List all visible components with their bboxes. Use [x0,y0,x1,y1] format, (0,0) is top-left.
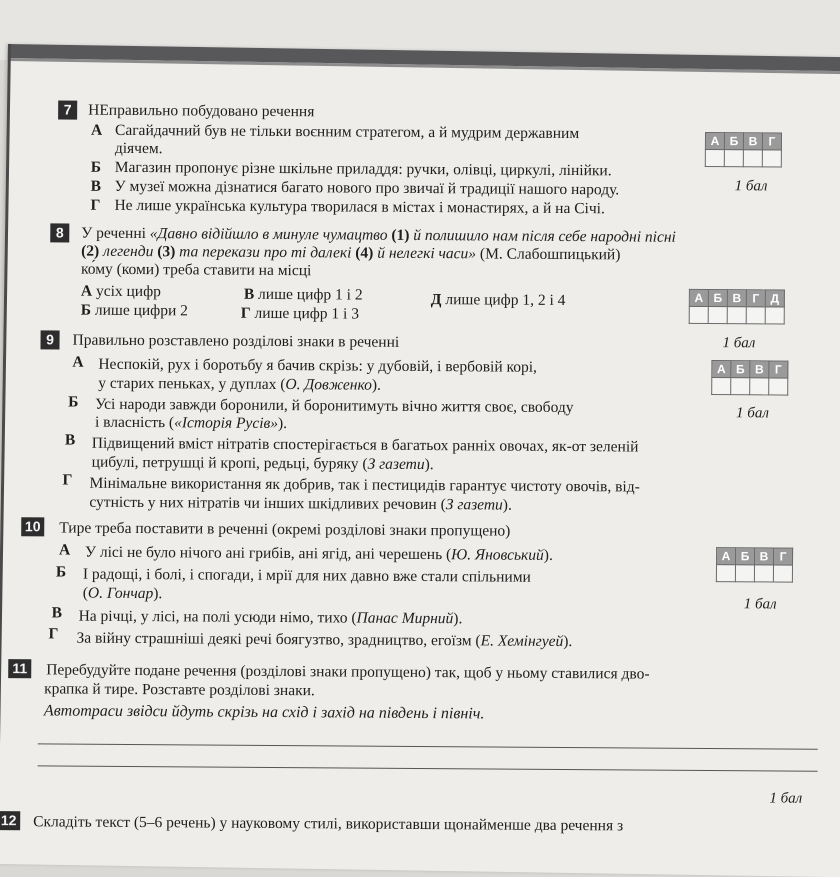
grid-header: В [727,290,746,307]
option-text: лише цифр 1 і 2 [258,285,363,304]
q8-option-d [431,291,566,310]
question-11-sentence: Автотраси звідси йдуть скрізь на схід і захід на південь і північ. [43,702,485,723]
q7-option-v-letter: В [90,177,102,195]
q10-option-v-text [79,608,463,629]
text: ). [502,496,512,514]
text: цибулі, петрушці й кропі, редьці, буряку ( [91,453,368,473]
q8-quote: й полишило нам після себе народні пісні [409,226,676,246]
q10-option-b-letter: Б [55,563,67,581]
answer-box[interactable] [762,150,781,167]
question-7-prompt: НЕправильно побудовано речення [88,101,315,121]
grid-header: В [754,548,773,565]
text: На річці, у лісі, на полі усюди німо, тихо ( [78,607,357,627]
answer-box[interactable] [727,307,746,324]
q9-option-b-text-cont [95,414,287,433]
option-text: лише цифр 1, 2 і 4 [445,291,566,310]
text: ). [453,610,463,628]
q8-score: 1 бал [722,335,756,352]
question-11-line-2: крапка й тире. Розставте розділові знаки. [44,680,315,700]
text: і власність ( [94,413,175,432]
q9-option-g-text-cont [89,494,512,515]
answer-box[interactable] [731,378,750,395]
option-text: лише цифр 1 і 3 [254,304,360,323]
answer-box[interactable] [689,306,708,323]
option-letter: Б [80,301,92,319]
citation: «Історія Русів» [174,414,279,433]
answer-box[interactable] [750,378,769,395]
grid-header: В [750,361,769,378]
q10-option-g-text [76,630,572,651]
option-letter: Д [430,291,442,309]
question-11-line-1: Перебудуйте подане речення (розділові знаки пропущено) так, щоб у ньому ставилися дво- [46,661,650,683]
answer-box[interactable] [754,565,773,582]
question-number-10: 10 [21,517,44,536]
question-10-prompt: Тире треба поставити в реченні (окремі розділові знаки пропущено) [59,519,511,540]
q9-option-a-letter: А [72,353,84,371]
q8-option-b [81,302,188,321]
text: у старих пеньках, у дуплах ( [98,374,286,394]
grid-header: Д [765,290,784,307]
text: ). [424,456,434,474]
q10-answer-grid [716,547,793,583]
q8-quote: легенди [99,242,158,261]
text: ). [543,546,553,564]
question-8-line-3: ко́му (коми) треба ставити на місці [80,260,312,280]
q8-option-v [244,286,363,305]
q10-option-a-letter: А [59,541,71,559]
answer-line[interactable] [38,743,818,749]
q9-option-a-text: Неспокій, рух і боротьбу я бачив скрізь: у дубовій, і вербовій корі, [98,355,538,376]
q9-option-g-letter: Г [62,471,73,489]
q8-answer-grid [689,289,785,325]
option-letter: А [80,282,93,300]
citation: З газети [445,496,503,514]
q7-option-g-letter: Г [90,196,101,214]
q9-score: 1 бал [735,405,769,422]
question-12-line-1: Складіть текст (5–6 речень) у науковому стилі, використавши щонайменше два речення з [33,813,624,835]
question-number-12: 12 [0,811,20,830]
option-text: усіх цифр [95,282,161,301]
grid-header: А [716,548,735,565]
q8-mark-1: (1) [391,226,410,244]
q9-option-v-text: Підвищений вміст нітратів спостерігається в багатьох ранніх овочах, як-от зеленій [91,434,639,456]
answer-box[interactable] [712,378,731,395]
grid-header: Г [762,133,781,150]
text: У лісі не було нічого ані грибів, ані ягід, ані черешень ( [85,543,452,564]
answer-box[interactable] [773,565,792,582]
q8-mark-2: (2) [81,242,100,260]
text: ). [371,376,382,394]
q8-text: У реченні [81,224,150,243]
q9-option-v-letter: В [64,431,76,449]
citation: О. Довженко [285,376,372,394]
q10-option-a-text [85,544,553,565]
q9-option-v-text-cont [92,454,434,474]
answer-box[interactable] [724,150,743,167]
grid-header: Г [773,548,792,565]
grid-header: Б [731,361,750,378]
option-text: лише цифри 2 [94,301,188,320]
answer-box[interactable] [716,565,735,582]
question-number-7: 7 [58,100,77,119]
grid-header: Г [769,361,788,378]
q8-quote: «Давно відійшло в минуле чумацтво [149,225,392,244]
q9-option-b-letter: Б [68,393,79,411]
q8-mark-4: (4) [355,244,374,262]
question-number-11: 11 [8,659,31,678]
q7-option-v-text: У музеї можна дізнатися багато нового про звичаї й традиції нашого народу. [114,177,620,199]
q7-option-g-text: Не лише українська культура творилася в містах і монастирях, а й на Січі. [114,196,605,218]
q8-option-g [241,305,359,324]
q10-option-b-text-cont [83,585,163,604]
q9-option-b-text: Усі народи завжди боронили, й боронитимуть вічно життя своє, свободу [95,395,574,417]
q10-score: 1 бал [743,596,777,613]
q8-author: (М. Слабошпицький) [476,245,621,264]
answer-box[interactable] [746,307,765,324]
citation: Е. Хемінгуей [480,632,564,651]
q7-option-a-text-cont: діячем. [114,139,163,158]
q8-mark-3: (3) [157,243,176,261]
text: ( [82,584,89,602]
grid-header: Б [708,290,727,307]
q9-option-a-text-cont [98,375,381,395]
q7-option-a-letter: А [90,121,103,139]
answer-box[interactable] [735,565,754,582]
q11-score: 1 бал [769,790,803,807]
question-9-prompt: Правильно розставлено розділові знаки в реченні [72,331,400,351]
answer-line[interactable] [38,765,818,771]
citation: З газети [367,455,425,474]
grid-header: Г [746,290,765,307]
answer-box[interactable] [765,307,784,324]
text: ). [153,585,163,603]
q8-option-a [81,283,161,302]
text: ). [563,633,573,651]
q10-option-b-text: І радощі, і болі, і спогади, і мрії для них давно вже стали спільними [82,565,531,586]
q8-quote: та перекази про ті далекі [175,243,356,262]
answer-box[interactable] [769,378,788,395]
q7-option-a-text: Сагайдачний був не тільки воєнним стратегом, а й мудрим державним [114,121,580,143]
answer-box[interactable] [705,149,724,166]
q7-score: 1 бал [734,178,768,195]
grid-header: А [689,289,708,306]
citation: О. Гончар [87,584,154,603]
citation: Ю. Яновський [451,546,544,564]
text: За війну страшніші деякі речі боягузтво, зрадництво, егоїзм ( [76,629,481,650]
q8-quote: й нелегкі часи» [373,244,477,263]
option-letter: В [243,285,255,303]
option-letter: Г [240,304,251,322]
text: ). [277,415,288,433]
q10-option-g-letter: Г [48,625,59,643]
grid-header: Б [735,548,754,565]
answer-box[interactable] [708,307,727,324]
grid-header: А [712,361,731,378]
q9-option-g-text: Мінімальне використання як добрив, так і пестицидів гарантує чистоту овочів, від- [89,474,640,496]
q7-option-b-letter: Б [90,158,102,176]
grid-header: В [743,133,762,150]
q7-answer-grid [705,132,782,168]
answer-box[interactable] [743,150,762,167]
question-number-9: 9 [40,330,59,349]
text: сутність у них нітратів чи інших шкідливих речовин ( [89,493,446,514]
q10-option-v-letter: В [51,604,63,622]
q7-option-b-text: Магазин пропонує різне шкільне приладдя: ручки, олівці, циркулі, лінійки. [114,158,612,180]
q9-answer-grid [711,360,788,396]
citation: Панас Мирний [356,609,454,628]
question-number-8: 8 [50,223,69,242]
grid-header: А [705,132,724,149]
grid-header: Б [724,133,743,150]
